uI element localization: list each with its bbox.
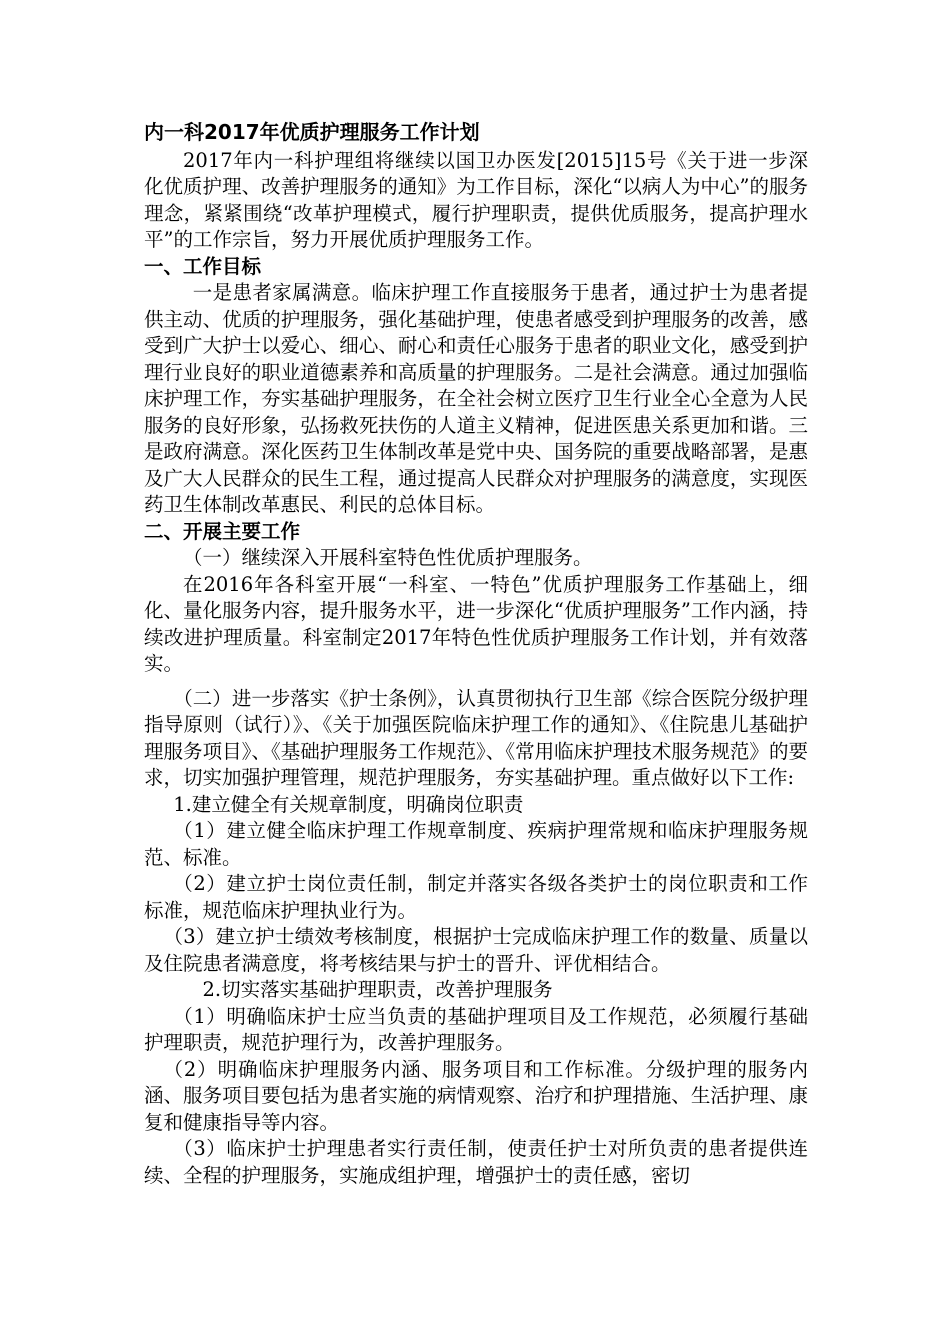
sub2-paragraph-2: （2）明确临床护理服务内涵、服务项目和工作标准。分级护理的服务内涵、服务项目要包括为患者实施的病情观察、治疗和护理措施、生活护理、康复和健康指导等内容。 [144, 1057, 808, 1134]
goals-paragraph: 一是患者家属满意。临床护理工作直接服务于患者，通过护士为患者提供主动、优质的护理服务，强化基础护理，使患者感受到护理服务的改善，感受到广大护士以爱心、细心、耐心和责任心服务于患者的职业文化，感受到护理行业良好的职业道德素养和高质量的护理服务。二是社会满意。通过加强临床护理工作，夯实基础护理服务，在全社会树立医疗卫生行业全心全意为人民服务的良好形象，弘扬救死扶伤的人道主义精神，促进医患关系更加和谐。三是政府满意。深化医药卫生体制改革是党中央、国务院的重要战略部署，是惠及广大人民群众的民生工程，通过提高人民群众对护理服务的满意度，实现医药卫生体制改革惠民、利民的总体目标。 [144, 281, 808, 516]
sub2-paragraph-1: （1）明确临床护士应当负责的基础护理项目及工作规范，必须履行基础护理职责，规范护理行为，改善护理服务。 [144, 1004, 808, 1054]
section-heading-goals: 一、工作目标 [144, 254, 262, 278]
document-body [144, 119, 808, 1189]
sub1-paragraph-3: （3）建立护士绩效考核制度，根据护士完成临床护理工作的数量、质量以及住院患者满意度，将考核结果与护士的晋升、评优相结合。 [144, 925, 808, 975]
sub1-paragraph-2: （2）建立护士岗位责任制，制定并落实各级各类护士的岗位职责和工作标准，规范临床护理执业行为。 [144, 872, 808, 922]
item1-paragraph: 在2016年各科室开展“一科室、一特色”优质护理服务工作基础上，细化、量化服务内容，提升服务水平，进一步深化“优质护理服务”工作内涵，持续改进护理质量。科室制定2017年特色性优质护理服务工作计划，并有效落实。 [144, 572, 808, 675]
sub2-heading: 2.切实落实基础护理职责，改善护理服务 [202, 978, 553, 1001]
sub1-paragraph-1: （1）建立健全临床护理工作规章制度、疾病护理常规和临床护理服务规范、标准。 [144, 819, 808, 869]
item1-heading: （一）继续深入开展科室特色性优质护理服务。 [183, 546, 593, 569]
sub2-paragraph-3: （3）临床护士护理患者实行责任制，使责任护士对所负责的患者提供连续、全程的护理服务，实施成组护理，增强护士的责任感，密切 [144, 1137, 808, 1187]
sub1-heading: 1.建立健全有关规章制度，明确岗位职责 [173, 792, 524, 816]
section-heading-main-work: 二、开展主要工作 [144, 519, 301, 543]
item2-paragraph: （二）进一步落实《护士条例》，认真贯彻执行卫生部《综合医院分级护理指导原则（试行）》、《关于加强医院临床护理工作的通知》、《住院患儿基础护理服务项目》、《基础护理服务工作规范》、《常用临床护理技术服务规范》的要求，切实加强护理管理，规范护理服务，夯实基础护理。重点做好以下工作: [144, 686, 808, 789]
document-title: 内一科2017年优质护理服务工作计划 [144, 120, 480, 144]
intro-paragraph: 2017年内一科护理组将继续以国卫办医发[2015]15号《关于进一步深化优质护理、改善护理服务的通知》为工作目标，深化“以病人为中心”的服务理念，紧紧围绕“改革护理模式，履行护理职责，提供优质服务，提高护理水平”的工作宗旨，努力开展优质护理服务工作。 [144, 148, 808, 251]
